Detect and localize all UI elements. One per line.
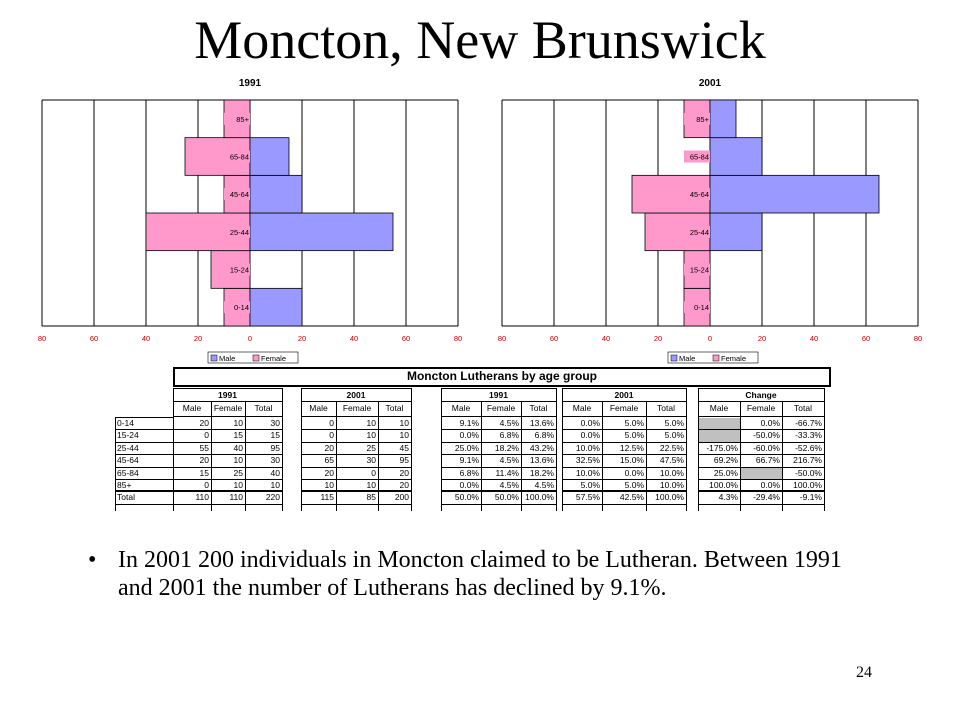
table-cell: 5.0% (624, 480, 644, 490)
category-label: 15-24 (689, 265, 709, 275)
table-border (829, 367, 831, 387)
table-cell: -66.7% (795, 418, 822, 428)
table-cell: 10 (233, 480, 243, 490)
tick-label: 60 (401, 334, 411, 343)
group-header: 1991 (218, 390, 237, 400)
column-header: Total (794, 403, 812, 413)
male-bar-65-84 (710, 138, 762, 176)
section-border (441, 388, 556, 389)
table-cell: 95 (270, 442, 280, 453)
column-header: Male (309, 403, 328, 413)
table-cell: -50.0% (753, 430, 780, 441)
row-label: 45-64 (117, 455, 139, 466)
section-border (173, 388, 282, 389)
column-header: Male (451, 403, 471, 413)
tick-label: 40 (349, 334, 359, 343)
total-rule (698, 490, 824, 492)
tick-label: 40 (141, 334, 151, 343)
row-label: 15-24 (117, 430, 139, 441)
category-label: 25-44 (689, 227, 709, 237)
table-cell: 95 (399, 455, 409, 466)
tick-label: 20 (193, 334, 203, 343)
row-line (562, 504, 686, 505)
group-header: 2001 (614, 390, 634, 400)
male-bar-65-84 (250, 138, 289, 176)
table-cell: 20 (324, 467, 334, 478)
table-cell: 4.5% (499, 480, 519, 490)
row-line (441, 504, 556, 505)
category-label: 85+ (236, 114, 249, 124)
tick-label: 40 (601, 334, 611, 343)
total-rule (173, 490, 282, 492)
row-label: 85+ (117, 480, 132, 490)
legend-swatch-male (211, 355, 217, 361)
section-border (301, 388, 411, 389)
column-header: Total (385, 403, 404, 413)
table-cell: 25.0% (713, 467, 738, 478)
table-cell: 10 (366, 480, 376, 490)
table-cell: 6.8% (499, 430, 519, 441)
table-cell: -29.4% (753, 492, 780, 503)
category-label: 15-24 (229, 265, 249, 275)
tick-label: 60 (861, 334, 871, 343)
table-cell: 30 (366, 455, 376, 466)
table-cell: 10 (366, 418, 376, 428)
section-border (698, 388, 824, 389)
legend-label-male: Male (679, 354, 696, 363)
table-cell: -60.0% (753, 442, 780, 453)
table-cell: 45 (399, 442, 409, 453)
section-border (686, 388, 687, 511)
slide-title: Moncton, New Brunswick (194, 10, 766, 70)
legend-label-female: Female (721, 354, 747, 363)
table-cell: 10.0% (575, 467, 600, 478)
male-bar-25-44 (250, 213, 393, 251)
table-cell: 11.4% (495, 467, 519, 478)
table-cell: 18.2% (529, 467, 554, 478)
category-label: 45-64 (689, 190, 709, 200)
age-group-table (115, 365, 831, 513)
table-cell: 55 (199, 442, 209, 453)
table-cell: -175.0% (706, 442, 738, 453)
row-line (698, 504, 824, 505)
column-header: Female (486, 403, 516, 413)
table-cell: 0 (371, 467, 376, 478)
table-cell: 57.5% (575, 492, 600, 503)
row-label: 25-44 (117, 442, 139, 453)
table-cell: -50.0% (795, 467, 822, 478)
table-cell: 65 (324, 455, 334, 466)
table-cell: 10 (233, 418, 243, 428)
category-label: 45-64 (229, 190, 249, 200)
tick-label: 20 (757, 334, 767, 343)
table-cell: 85 (366, 492, 376, 503)
blank-cell (699, 418, 740, 429)
table-cell: 0 (329, 430, 334, 441)
column-header: Female (342, 403, 372, 413)
table-cell: 5.0% (664, 418, 684, 428)
table-cell: 25.0% (454, 442, 479, 453)
column-header: Female (746, 403, 776, 413)
tick-label: 0 (707, 334, 713, 343)
table-cell: 110 (195, 492, 209, 503)
table-cell: 220 (265, 492, 280, 503)
table-cell: 10 (399, 418, 409, 428)
group-header: 1991 (489, 390, 508, 400)
column-header: Total (254, 403, 273, 413)
table-cell: 10.0% (575, 442, 600, 453)
category-label: 85+ (696, 114, 709, 124)
table-cell: 9.1% (459, 418, 479, 428)
table-cell: 25 (366, 442, 376, 453)
table-cell: 6.8% (459, 467, 479, 478)
column-header: Female (213, 403, 243, 413)
table-cell: 200 (394, 492, 409, 503)
table-cell: 66.7% (755, 455, 780, 466)
section-border (411, 388, 412, 511)
category-label: 25-44 (229, 227, 249, 237)
total-rule (115, 490, 173, 492)
table-cell: 32.5% (575, 455, 600, 466)
table-cell: 20 (399, 467, 409, 478)
table-cell: 50.0% (494, 492, 519, 503)
section-border (282, 388, 283, 511)
table-cell: -9.1% (799, 492, 822, 503)
male-bar-0-14 (250, 288, 302, 326)
table-cell: 0.0% (760, 418, 780, 428)
table-cell: 13.6% (529, 418, 554, 428)
table-cell: 4.5% (534, 480, 554, 490)
table-cell: 10 (324, 480, 334, 490)
chart-title: 1991 (238, 78, 262, 89)
table-cell: 100.0% (525, 492, 554, 503)
table-cell: 15 (199, 467, 209, 478)
table-cell: 22.5% (659, 442, 684, 453)
table-cell: 25 (233, 467, 243, 478)
category-label: 65-84 (689, 152, 709, 162)
tick-label: 60 (549, 334, 559, 343)
section-border (556, 388, 557, 511)
row-line (115, 504, 173, 505)
table-cell: 47.5% (659, 455, 684, 466)
table-cell: 43.2% (529, 442, 554, 453)
table-cell: 100.0% (709, 480, 738, 490)
tick-label: 80 (453, 334, 463, 343)
table-cell: 0.0% (580, 430, 600, 441)
page-number: 24 (856, 664, 872, 681)
column-header: Total (657, 403, 675, 413)
table-cell: 40 (233, 442, 243, 453)
table-cell: -33.3% (795, 430, 822, 441)
table-cell: 10 (366, 430, 376, 441)
table-cell: 100.0% (793, 480, 822, 490)
blank-cell (699, 430, 740, 441)
section-border (824, 388, 825, 511)
table-cell: -52.6% (795, 442, 822, 453)
category-label: 0-14 (693, 303, 709, 313)
table-cell: 5.0% (624, 418, 644, 428)
male-bar-85+ (710, 100, 736, 138)
row-line (301, 504, 411, 505)
table-cell: 20 (199, 418, 209, 428)
legend-swatch-female (253, 355, 259, 361)
table-cell: 115 (320, 492, 334, 503)
table-cell: 0 (204, 480, 209, 490)
pyramid-chart-2001 (490, 72, 930, 364)
table-cell: 0 (204, 430, 209, 441)
row-label: 65-84 (117, 467, 139, 478)
column-header: Total (529, 403, 548, 413)
table-cell: 0.0% (760, 480, 780, 490)
table-cell: 10 (270, 480, 280, 490)
table-cell: 10 (399, 430, 409, 441)
table-cell: 100.0% (655, 492, 684, 503)
total-rule (301, 490, 411, 492)
chart-title: 2001 (698, 78, 722, 89)
group-header: 2001 (346, 390, 366, 400)
table-cell: 15.0% (619, 455, 644, 466)
tick-label: 80 (37, 334, 47, 343)
legend-swatch-male (671, 355, 677, 361)
table-title: Moncton Lutherans by age group (406, 369, 597, 383)
table-cell: 15 (270, 430, 280, 441)
table-cell: 13.6% (529, 455, 554, 466)
table-border (173, 367, 831, 369)
table-cell: 20 (199, 455, 209, 466)
table-cell: 4.3% (718, 492, 738, 503)
table-cell: 10.0% (659, 480, 684, 490)
table-cell: 30 (270, 455, 280, 466)
column-header: Male (709, 403, 729, 413)
row-label: Total (117, 492, 135, 503)
table-cell: 110 (229, 492, 243, 503)
column-header: Male (182, 403, 202, 413)
category-label: 65-84 (229, 152, 249, 162)
table-cell: 18.2% (494, 442, 519, 453)
male-bar-45-64 (710, 175, 879, 213)
table-cell: 20 (324, 442, 334, 453)
tick-label: 20 (297, 334, 307, 343)
table-cell: 15 (233, 430, 243, 441)
blank-cell (741, 468, 782, 479)
table-cell: 5.0% (664, 430, 684, 441)
legend-label-female: Female (261, 354, 287, 363)
legend-swatch-female (713, 355, 719, 361)
column-header: Male (572, 403, 592, 413)
table-cell: 50.0% (454, 492, 479, 503)
tick-label: 80 (497, 334, 507, 343)
pyramid-chart-1991 (30, 72, 470, 364)
table-cell: 6.8% (534, 430, 554, 441)
total-rule (441, 490, 556, 492)
tick-label: 60 (89, 334, 99, 343)
table-cell: 40 (270, 467, 280, 478)
table-cell: 69.2% (713, 455, 738, 466)
male-bar-25-44 (710, 213, 762, 251)
table-border (173, 367, 175, 387)
table-cell: 10.0% (659, 467, 684, 478)
category-label: 0-14 (233, 303, 249, 313)
table-cell: 5.0% (624, 430, 644, 441)
table-cell: 0.0% (624, 467, 644, 478)
table-cell: 42.5% (619, 492, 644, 503)
table-cell: 4.5% (499, 418, 519, 428)
legend-label-male: Male (219, 354, 236, 363)
tick-label: 80 (913, 334, 923, 343)
row-label: 0-14 (117, 418, 135, 428)
table-cell: 4.5% (499, 455, 519, 466)
table-cell: 10 (233, 455, 243, 466)
table-cell: 0.0% (459, 430, 479, 441)
table-cell: 0.0% (459, 480, 479, 490)
table-cell: 216.7% (793, 455, 822, 466)
summary-text: In 2001 200 individuals in Moncton claimed to be Lutheran. Between 1991 and 2001 the number of Lutherans has declined by 9.1%. (118, 547, 842, 601)
male-bar-45-64 (250, 175, 302, 213)
table-cell: 30 (270, 418, 280, 428)
table-cell: 0 (329, 418, 334, 428)
total-rule (562, 490, 686, 492)
table-border (173, 385, 831, 387)
table-cell: 0.0% (580, 418, 600, 428)
tick-label: 20 (653, 334, 663, 343)
table-cell: 9.1% (459, 455, 479, 466)
table-cell: 20 (399, 480, 409, 490)
section-border (562, 388, 686, 389)
tick-label: 40 (809, 334, 819, 343)
tick-label: 0 (247, 334, 253, 343)
column-header: Female (609, 403, 639, 413)
row-line (173, 504, 282, 505)
group-header: Change (745, 390, 777, 400)
table-cell: 12.5% (619, 442, 644, 453)
table-cell: 5.0% (580, 480, 600, 490)
bullet-marker: • (88, 547, 97, 573)
